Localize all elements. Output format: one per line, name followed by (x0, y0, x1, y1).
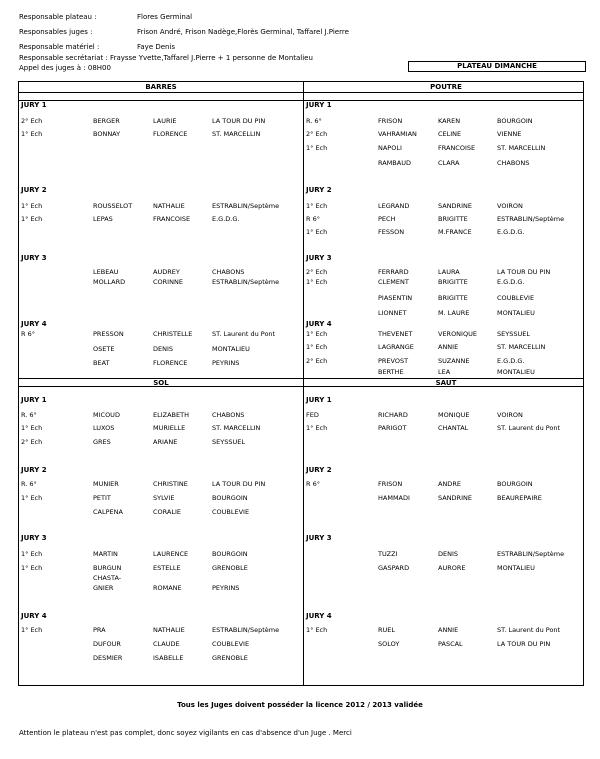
jury-label: JURY 2 (306, 466, 332, 474)
judge-firstname: KAREN (438, 117, 461, 125)
judge-surname: RUEL (378, 626, 396, 634)
judge-firstname: CORINNE (153, 278, 183, 286)
judge-firstname: BRIGITTE (438, 278, 468, 286)
judge-club: E.G.D.G. (497, 278, 525, 286)
judge-club: CHABONS (212, 268, 245, 276)
judge-firstname: SANDRINE (438, 202, 472, 210)
judge-club: ST. Laurent du Pont (212, 330, 276, 338)
judge-surname: LEPAS (93, 215, 113, 223)
judge-surname: CLEMENT (378, 278, 409, 286)
header-value: Flores Germinal (137, 13, 193, 21)
judge-surname: PREVOST (378, 357, 409, 365)
judge-firstname: ROMANE (153, 584, 182, 592)
jury-label: JURY 4 (306, 612, 332, 620)
judge-level: R 6° (306, 215, 320, 223)
judge-surname: LEBEAU (93, 268, 119, 276)
judge-surname: LIONNET (378, 309, 407, 317)
judge-firstname: SYLVIE (153, 494, 175, 502)
judge-level: 2° Ech (21, 438, 43, 446)
judge-level: 1° Ech (21, 550, 43, 558)
judge-firstname: FLORENCE (153, 359, 188, 367)
header-key: Responsable plateau : (19, 13, 97, 21)
header-key: Responsable matériel : (19, 43, 100, 51)
judge-level: 2° Ech (306, 130, 328, 138)
judge-level: 1° Ech (21, 564, 43, 572)
judge-firstname: BRIGITTE (438, 294, 468, 302)
judge-surname: LEGRAND (378, 202, 410, 210)
judge-level: 2° Ech (306, 268, 328, 276)
header-key: Responsables juges : (19, 28, 93, 36)
judge-club: ST. MARCELLIN (212, 424, 261, 432)
judge-level: 1° Ech (306, 144, 328, 152)
judge-level: 1° Ech (21, 215, 43, 223)
judge-club: ST. MARCELLIN (497, 343, 546, 351)
judge-club: E.G.D.G. (497, 357, 525, 365)
judge-firstname: DENIS (438, 550, 459, 558)
judge-level: 1° Ech (21, 202, 43, 210)
judge-level: R 6° (306, 480, 320, 488)
judge-club: VIENNE (497, 130, 522, 138)
judge-level: 1° Ech (306, 278, 328, 286)
judge-firstname: FLORENCE (153, 130, 188, 138)
judge-firstname: SANDRINE (438, 494, 472, 502)
judge-club: ESTRABLIN/Septème (212, 278, 280, 286)
judge-surname: FERRARD (378, 268, 409, 276)
judge-surname: MOLLARD (93, 278, 126, 286)
judge-club: GRENOBLE (212, 654, 248, 662)
header-key: Responsable secrétariat : Fraysse Yvette,Taffarel J.Pierre + 1 personne de Montalieu (19, 54, 313, 62)
jury-label: JURY 2 (21, 186, 47, 194)
jury-label: JURY 4 (21, 320, 47, 328)
judge-firstname: SUZANNE (438, 357, 470, 365)
jury-label: JURY 1 (306, 101, 332, 109)
judge-club: E.G.D.G. (497, 228, 525, 236)
judge-club: ST. Laurent du Pont (497, 424, 561, 432)
judge-club: COUBLEVIE (212, 640, 250, 648)
judge-level: 1° Ech (306, 228, 328, 236)
judge-surname: RICHARD (378, 411, 408, 419)
plateau-label: PLATEAU DIMANCHE (408, 61, 586, 72)
jury-grid (18, 81, 584, 686)
judge-club: MONTALIEU (497, 368, 535, 376)
judge-firstname: FRANCOISE (153, 215, 191, 223)
judge-surname: HAMMADI (378, 494, 410, 502)
judge-club: ESTRABLIN/Septème (497, 550, 565, 558)
judge-firstname: NATHALIE (153, 626, 185, 634)
jury-label: JURY 4 (21, 612, 47, 620)
judge-surname: PRESSON (93, 330, 124, 338)
judge-club: ESTRABLIN/Septème (497, 215, 565, 223)
judge-firstname: AUDREY (153, 268, 180, 276)
judge-firstname: MURIELLE (153, 424, 186, 432)
header-key: Appel des juges à : 08H00 (19, 64, 111, 72)
judge-level: 1° Ech (21, 130, 43, 138)
judge-club: COUBLEVIE (212, 508, 250, 516)
judge-club: GRENOBLE (212, 564, 248, 572)
attention-note: Attention le plateau n'est pas complet, donc soyez vigilants en cas d'absence d'un Juge . Merci (19, 729, 352, 737)
judge-club: LA TOUR DU PIN (212, 480, 266, 488)
judge-club: LA TOUR DU PIN (212, 117, 266, 125)
judge-surname: BERGER (93, 117, 120, 125)
header-value: Faye Denis (137, 43, 176, 51)
jury-label: JURY 1 (21, 396, 47, 404)
grid-line (19, 100, 583, 101)
judge-firstname: LEA (438, 368, 451, 376)
jury-label: JURY 2 (21, 466, 47, 474)
judge-firstname: ANNIE (438, 343, 459, 351)
judge-surname: GASPARD (378, 564, 410, 572)
judge-surname: VAHRAMIAN (378, 130, 417, 138)
judge-club: VOIRON (497, 411, 523, 419)
judge-club: BOURGOIN (212, 550, 248, 558)
judge-level: 1° Ech (306, 343, 328, 351)
judge-surname: FRISON (378, 480, 403, 488)
judge-club: PEYRINS (212, 584, 240, 592)
judge-firstname: CORALIE (153, 508, 181, 516)
jury-label: JURY 3 (21, 534, 47, 542)
judge-surname: PETIT (93, 494, 111, 502)
judge-surname: MUNIER (93, 480, 119, 488)
judge-surname: PECH (378, 215, 396, 223)
judge-surname: DUFOUR (93, 640, 121, 648)
judge-level: 1° Ech (306, 424, 328, 432)
judge-surname: TUZZI (378, 550, 398, 558)
judge-firstname: FRANCOISE (438, 144, 476, 152)
grid-line (19, 92, 583, 93)
judge-firstname: ANNIE (438, 626, 459, 634)
judge-level: 1° Ech (21, 626, 43, 634)
judge-surname: SOLOY (378, 640, 400, 648)
judge-firstname: DENIS (153, 345, 174, 353)
judge-club: ESTRABLIN/Septème (212, 202, 280, 210)
judge-club: ESTRABLIN/Septème (212, 626, 280, 634)
judge-level: R. 6° (21, 480, 37, 488)
judge-club: MONTALIEU (497, 309, 535, 317)
judge-level: 1° Ech (21, 424, 43, 432)
judge-firstname: LAURIE (153, 117, 177, 125)
judge-firstname: ESTELLE (153, 564, 181, 572)
judge-firstname: ARIANE (153, 438, 178, 446)
judge-club: ST. Laurent du Pont (497, 626, 561, 634)
apparatus-title: BARRES (145, 83, 177, 91)
judge-firstname: AURORE (438, 564, 466, 572)
judge-firstname: LAURENCE (153, 550, 189, 558)
judge-firstname: PASCAL (438, 640, 463, 648)
judge-club: SEYSSUEL (212, 438, 245, 446)
judge-surname: PRA (93, 626, 106, 634)
judge-firstname: M. LAURE (438, 309, 470, 317)
judge-level: 1° Ech (306, 202, 328, 210)
judge-firstname: CELINE (438, 130, 462, 138)
judge-level: R. 6° (21, 411, 37, 419)
judge-surname: LAGRANGE (378, 343, 414, 351)
judge-club: BEAUREPAIRE (497, 494, 542, 502)
judge-surname: BEAT (93, 359, 110, 367)
judge-surname: DESMIER (93, 654, 123, 662)
judge-club: BOURGOIN (497, 480, 533, 488)
judge-firstname: ELIZABETH (153, 411, 189, 419)
judge-level: 2° Ech (21, 117, 43, 125)
judge-level: R. 6° (306, 117, 322, 125)
judge-surname: CALPENA (93, 508, 123, 516)
judge-level: FED (306, 411, 319, 419)
judge-surname: GRES (93, 438, 111, 446)
judge-firstname: CHRISTINE (153, 480, 188, 488)
judge-firstname: M.FRANCE (438, 228, 472, 236)
judge-level: 1° Ech (306, 626, 328, 634)
judge-surname: MARTIN (93, 550, 118, 558)
judge-surname: GNIER (93, 584, 114, 592)
judge-club: COUBLEVIE (497, 294, 535, 302)
judge-club: PEYRINS (212, 359, 240, 367)
judge-surname: THEVENET (378, 330, 413, 338)
judge-firstname: CHANTAL (438, 424, 469, 432)
licence-note: Tous les Juges doivent posséder la licence 2012 / 2013 validée (177, 701, 423, 709)
judge-club: SEYSSUEL (497, 330, 530, 338)
judge-club: BOURGOIN (497, 117, 533, 125)
judge-surname: LUXOS (93, 424, 115, 432)
judge-surname: FRISON (378, 117, 403, 125)
judge-club: VOIRON (497, 202, 523, 210)
judge-club: ST. MARCELLIN (212, 130, 261, 138)
jury-label: JURY 3 (21, 254, 47, 262)
jury-label: JURY 1 (21, 101, 47, 109)
judge-club: BOURGOIN (212, 494, 248, 502)
judge-surname: PIASENTIN (378, 294, 413, 302)
judge-club: MONTALIEU (212, 345, 250, 353)
judge-firstname: LAURA (438, 268, 460, 276)
judge-firstname: NATHALIE (153, 202, 185, 210)
judge-firstname: ISABELLE (153, 654, 184, 662)
judge-surname: MICOUD (93, 411, 120, 419)
apparatus-title: POUTRE (430, 83, 462, 91)
judge-surname: ROUSSELOT (93, 202, 133, 210)
judge-firstname: BRIGITTE (438, 215, 468, 223)
judge-surname: BURGUN (93, 564, 122, 572)
judge-level: 1° Ech (306, 330, 328, 338)
judge-firstname: CHRISTELLE (153, 330, 193, 338)
jury-label: JURY 2 (306, 186, 332, 194)
judge-club: LA TOUR DU PIN (497, 268, 551, 276)
judge-surname: BERTHE (378, 368, 404, 376)
header-value: Frison André, Frison Nadège,Florès Germinal, Taffarel J.Pierre (137, 28, 349, 36)
judge-surname: CHASTA- (93, 574, 122, 582)
judge-club: ST. MARCELLIN (497, 144, 546, 152)
judge-surname: BONNAY (93, 130, 121, 138)
jury-label: JURY 4 (306, 320, 332, 328)
jury-label: JURY 3 (306, 254, 332, 262)
judge-surname: PARIGOT (378, 424, 407, 432)
judge-firstname: CLARA (438, 159, 460, 167)
judge-firstname: ANDRE (438, 480, 461, 488)
judge-level: 2° Ech (306, 357, 328, 365)
judge-level: R 6° (21, 330, 35, 338)
judge-surname: RAMBAUD (378, 159, 411, 167)
judge-club: E.G.D.G. (212, 215, 240, 223)
apparatus-title: SAUT (435, 379, 457, 387)
judge-surname: OSETE (93, 345, 115, 353)
judge-firstname: MONIQUE (438, 411, 470, 419)
judge-surname: NAPOLI (378, 144, 402, 152)
judge-club: CHABONS (212, 411, 245, 419)
jury-label: JURY 1 (306, 396, 332, 404)
jury-label: JURY 3 (306, 534, 332, 542)
judge-club: LA TOUR DU PIN (497, 640, 551, 648)
judge-level: 1° Ech (21, 494, 43, 502)
judge-firstname: VERONIQUE (438, 330, 477, 338)
judge-surname: FESSON (378, 228, 405, 236)
judge-firstname: CLAUDE (153, 640, 180, 648)
judge-club: CHABONS (497, 159, 530, 167)
apparatus-title: SOL (153, 379, 169, 387)
judge-club: MONTALIEU (497, 564, 535, 572)
